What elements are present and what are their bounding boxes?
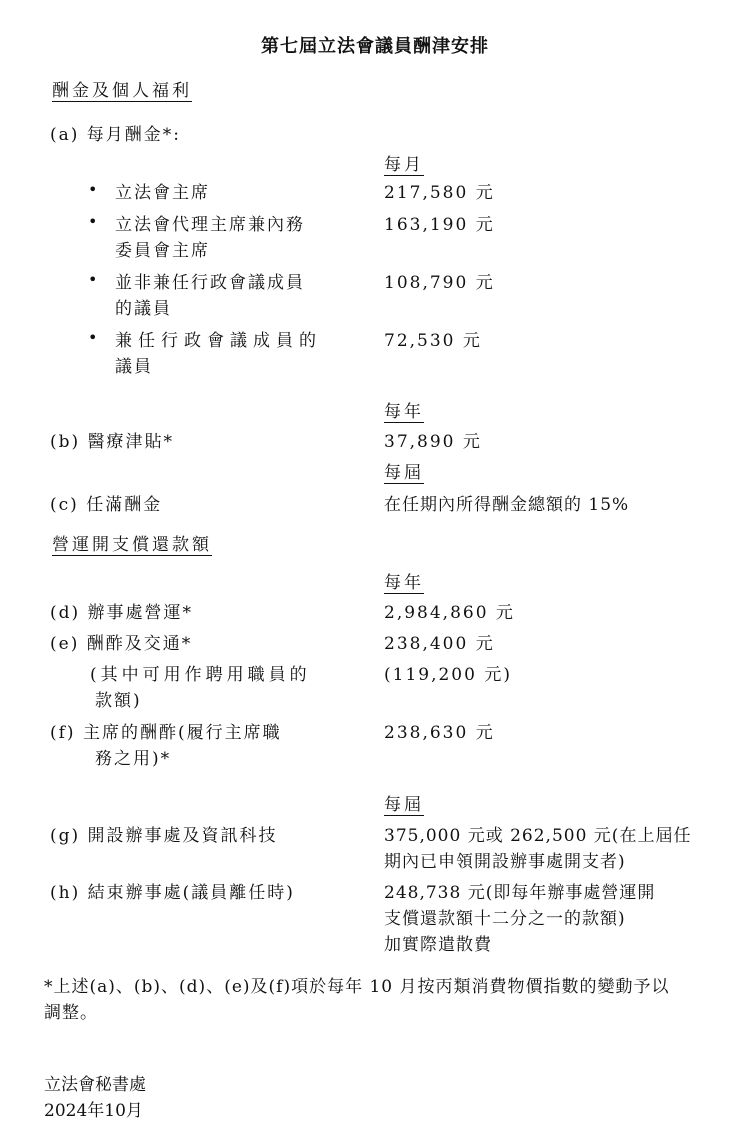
item-b-amount: 37,890 元 [384, 432, 482, 452]
bullet-icon: • [88, 328, 100, 347]
bullet-icon: • [88, 270, 100, 289]
item-f-label-line2: 務之用)* [95, 749, 172, 769]
item-b-label: (b) 醫療津貼* [50, 432, 175, 452]
item-h-label: (h) 結束辦事處(議員離任時) [50, 883, 295, 903]
item-d-label: (d) 辦事處營運* [50, 603, 194, 623]
footnote-line1: *上述(a)、(b)、(d)、(e)及(f)項於每年 10 月按丙類消費物價指數的變動予以 [44, 977, 670, 997]
column-header-term: 每屆 [384, 795, 424, 815]
column-header-term: 每屆 [384, 463, 424, 483]
item-g-amount-line1: 375,000 元或 262,500 元(在上屆任 [384, 826, 692, 846]
item-f-amount: 238,630 元 [384, 723, 495, 743]
item-d-amount: 2,984,860 元 [384, 603, 515, 623]
salary-amount-nonexco: 108,790 元 [384, 273, 495, 293]
bullet-icon: • [88, 212, 100, 231]
item-e-amount: 238,400 元 [384, 634, 495, 654]
salary-amount-president: 217,580 元 [384, 183, 495, 203]
salary-amount-exco: 72,530 元 [384, 331, 482, 351]
salary-role-nonexco-line2: 的議員 [115, 299, 172, 319]
salary-role-president: 立法會主席 [115, 183, 210, 203]
column-header-monthly: 每月 [384, 155, 424, 175]
document-title: 第七屆立法會議員酬津安排 [261, 36, 489, 57]
salary-role-deputy-line2: 委員會主席 [115, 241, 210, 261]
salary-amount-deputy: 163,190 元 [384, 215, 495, 235]
item-h-amount-line2: 支償還款額十二分之一的款額) [384, 909, 626, 929]
item-f-label-line1: (f) 主席的酬酢(履行主席職 [50, 723, 282, 743]
item-e-sub-line1: (其中可用作聘用職員的 [90, 665, 311, 685]
bullet-icon: • [88, 180, 100, 199]
signature-organization: 立法會秘書處 [44, 1075, 146, 1095]
salary-role-exco-line2: 議員 [115, 357, 153, 377]
salary-role-deputy-line1: 立法會代理主席兼內務 [115, 215, 305, 235]
column-header-yearly: 每年 [384, 402, 424, 422]
salary-role-nonexco-line1: 並非兼任行政會議成員 [115, 273, 305, 293]
item-g-amount-line2: 期內已申領開設辦事處開支者) [384, 852, 626, 872]
item-a-label: (a) 每月酬金*: [50, 125, 182, 145]
signature-date: 2024年10月 [44, 1101, 143, 1121]
section-heading-operating-expenses: 營運開支償還款額 [52, 535, 212, 555]
item-c-amount: 在任期內所得酬金總額的 15% [384, 495, 630, 515]
item-h-amount-line3: 加實際遣散費 [384, 935, 492, 955]
column-header-yearly: 每年 [384, 573, 424, 593]
item-c-label: (c) 任滿酬金 [50, 495, 163, 515]
item-e-sub-amount: (119,200 元) [384, 665, 512, 685]
section-heading-remuneration: 酬金及個人福利 [52, 81, 192, 101]
footnote-line2: 調整。 [44, 1003, 98, 1023]
item-h-amount-line1: 248,738 元(即每年辦事處營運開 [384, 883, 656, 903]
salary-role-exco-line1: 兼任行政會議成員的 [115, 331, 322, 351]
item-g-label: (g) 開設辦事處及資訊科技 [50, 826, 278, 846]
item-e-label: (e) 酬酢及交通* [50, 634, 193, 654]
item-e-sub-line2: 款額) [95, 691, 142, 711]
